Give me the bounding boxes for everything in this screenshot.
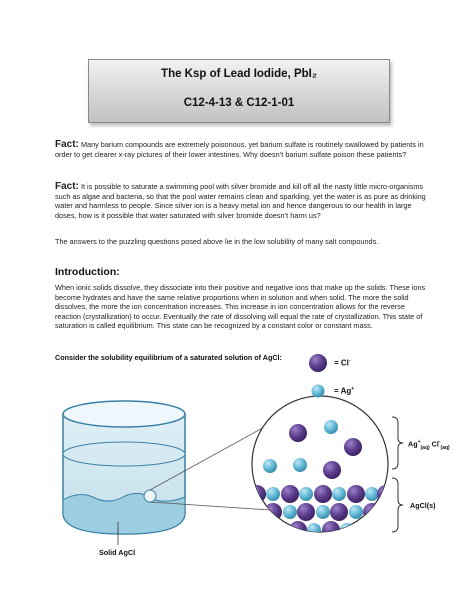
ag-ion-aq bbox=[324, 420, 338, 434]
fact-text-2: It is possible to saturate a swimming pool with silver bromide and kill off all the nasty little micro-organisms such as algae and bacteria, so that the pool water remains clean and sparkling, yet the water is as pure as drinking water and harmless to people. Since silver ion is a heavy metal ion and hence dangerous to our health in large doses, how is it possible that water saturated with silver bromide doesn’t harm us? bbox=[55, 182, 426, 220]
introduction-paragraph: When ionic solids dissolve, they dissociate into their positive and negative ions that make up the solids. These ions become hydrates and have the same relative proportions when in solution and when solid. The more the solid dissolves, the more the ion concentration increases. This increase in ion concentration allows for the reverse reaction (crystallization) to occur. Eventually the rate of dissolving will equal the rate of crystallization. This state of saturation is called equilibrium. This state can be recognized by a constant color or constant mass. bbox=[55, 283, 426, 331]
fact-label-2: Fact: bbox=[55, 181, 79, 192]
legend-cl-label: = Cl- bbox=[334, 358, 351, 368]
cl-ion-aq bbox=[344, 438, 362, 456]
solid-phase-label: AgCl(s) bbox=[410, 501, 436, 510]
solid-brace bbox=[392, 478, 403, 532]
aq-ions-label: $Ag^+_{(aq)}$ $Cl^-_{(aq)}$ bbox=[408, 439, 450, 451]
consider-line: Consider the solubility equilibrium of a saturated solution of AgCl: bbox=[55, 353, 282, 362]
cl-ion-aq bbox=[323, 461, 341, 479]
legend-cl-sphere bbox=[309, 354, 327, 372]
legend-ag-label: = Ag+ bbox=[334, 386, 355, 396]
page-subtitle-codes: C12-4-13 & C12-1-01 bbox=[183, 97, 295, 109]
zoom-circle bbox=[248, 396, 395, 539]
aq-brace bbox=[392, 417, 403, 469]
page-title: The Ksp of Lead Iodide, PbI₂ bbox=[161, 68, 317, 80]
fact-label-1: Fact: bbox=[55, 139, 79, 150]
solid-agcl-label: Solid AgCl bbox=[99, 548, 136, 557]
beaker bbox=[63, 401, 185, 534]
answer-paragraph: The answers to the puzzling questions posed above lie in the low solubility of many salt compounds. bbox=[55, 237, 379, 246]
introduction-heading: Introduction: bbox=[55, 266, 120, 278]
cl-ion-aq bbox=[289, 424, 307, 442]
fact-text-1: Many barium compounds are extremely poisonous, yet barium sulfate is routinely swallowed by patients in order to get clearer x-ray pictures of their lower intestines. Why doesn’t barium sulfate poison these patients? bbox=[55, 140, 424, 159]
ag-ion-aq bbox=[263, 459, 277, 473]
ag-ion-aq bbox=[293, 458, 307, 472]
legend-ag-sphere bbox=[312, 385, 325, 398]
